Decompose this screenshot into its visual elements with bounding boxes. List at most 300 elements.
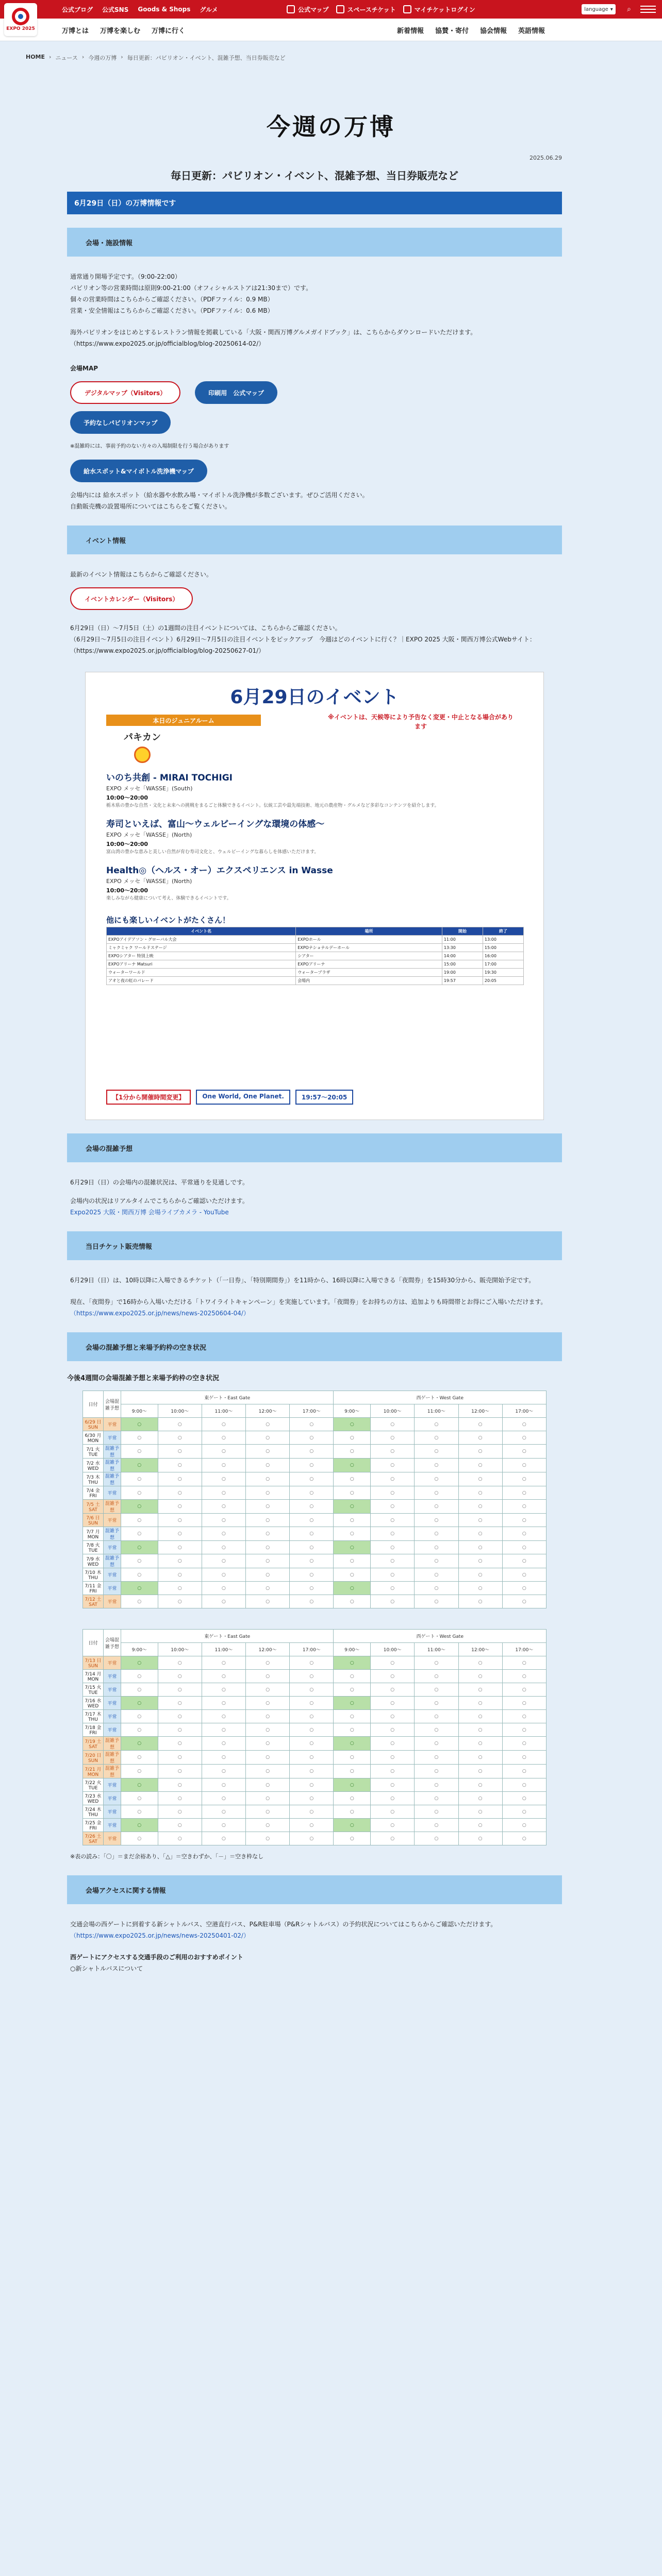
slot-cell[interactable]: ○ <box>121 1541 158 1554</box>
top-link-goods[interactable]: Goods & Shops <box>138 6 191 13</box>
slot-cell[interactable]: ○ <box>158 1819 202 1832</box>
slot-cell[interactable]: ○ <box>415 1486 458 1500</box>
top-link-sns[interactable]: 公式SNS <box>102 6 129 13</box>
slot-cell[interactable]: ○ <box>502 1697 546 1710</box>
slot-cell[interactable]: ○ <box>158 1527 202 1541</box>
slot-cell[interactable]: ○ <box>121 1514 158 1527</box>
slot-cell[interactable]: ○ <box>458 1819 502 1832</box>
slot-cell[interactable]: ○ <box>290 1554 334 1568</box>
slot-cell[interactable]: ○ <box>415 1568 458 1582</box>
slot-cell[interactable]: ○ <box>371 1431 415 1445</box>
slot-cell[interactable]: ○ <box>415 1683 458 1697</box>
slot-cell[interactable]: ○ <box>371 1670 415 1683</box>
slot-cell[interactable]: ○ <box>246 1697 290 1710</box>
slot-cell[interactable]: ○ <box>334 1710 371 1723</box>
slot-cell[interactable]: ○ <box>121 1582 158 1595</box>
slot-cell[interactable]: ○ <box>415 1582 458 1595</box>
slot-cell[interactable]: ○ <box>246 1778 290 1792</box>
slot-cell[interactable]: ○ <box>121 1819 158 1832</box>
slot-cell[interactable]: ○ <box>371 1568 415 1582</box>
slot-cell[interactable]: ○ <box>290 1514 334 1527</box>
slot-cell[interactable]: ○ <box>334 1670 371 1683</box>
slot-cell[interactable]: ○ <box>158 1418 202 1431</box>
slot-cell[interactable]: ○ <box>202 1656 245 1670</box>
slot-cell[interactable]: ○ <box>290 1459 334 1472</box>
slot-cell[interactable]: ○ <box>371 1500 415 1514</box>
slot-cell[interactable]: ○ <box>415 1472 458 1486</box>
slot-cell[interactable]: ○ <box>158 1514 202 1527</box>
slot-cell[interactable]: ○ <box>458 1431 502 1445</box>
slot-cell[interactable]: ○ <box>158 1737 202 1751</box>
slot-cell[interactable]: ○ <box>458 1582 502 1595</box>
slot-cell[interactable]: ○ <box>458 1832 502 1845</box>
slot-cell[interactable]: ○ <box>121 1568 158 1582</box>
slot-cell[interactable]: ○ <box>121 1527 158 1541</box>
slot-cell[interactable]: ○ <box>334 1418 371 1431</box>
slot-cell[interactable]: ○ <box>158 1582 202 1595</box>
slot-cell[interactable]: ○ <box>290 1751 334 1765</box>
slot-cell[interactable]: ○ <box>121 1445 158 1459</box>
slot-cell[interactable]: ○ <box>290 1819 334 1832</box>
slot-cell[interactable]: ○ <box>158 1778 202 1792</box>
slot-cell[interactable]: ○ <box>290 1486 334 1500</box>
slot-cell[interactable]: ○ <box>502 1541 546 1554</box>
digital-map-button[interactable]: デジタルマップ（Visitors） <box>70 381 180 404</box>
breadcrumb-news[interactable]: ニュース <box>55 55 78 61</box>
slot-cell[interactable]: ○ <box>202 1737 245 1751</box>
slot-cell[interactable]: ○ <box>458 1683 502 1697</box>
slot-cell[interactable]: ○ <box>371 1765 415 1778</box>
slot-cell[interactable]: ○ <box>290 1805 334 1819</box>
slot-cell[interactable]: ○ <box>202 1683 245 1697</box>
slot-cell[interactable]: ○ <box>290 1710 334 1723</box>
slot-cell[interactable]: ○ <box>502 1751 546 1765</box>
slot-cell[interactable]: ○ <box>290 1472 334 1486</box>
slot-cell[interactable]: ○ <box>246 1582 290 1595</box>
slot-cell[interactable]: ○ <box>502 1514 546 1527</box>
slot-cell[interactable]: ○ <box>246 1418 290 1431</box>
slot-cell[interactable]: ○ <box>458 1778 502 1792</box>
slot-cell[interactable]: ○ <box>415 1670 458 1683</box>
slot-cell[interactable]: ○ <box>202 1792 245 1805</box>
slot-cell[interactable]: ○ <box>502 1805 546 1819</box>
slot-cell[interactable]: ○ <box>290 1670 334 1683</box>
slot-cell[interactable]: ○ <box>158 1459 202 1472</box>
slot-cell[interactable]: ○ <box>415 1819 458 1832</box>
slot-cell[interactable]: ○ <box>290 1683 334 1697</box>
slot-cell[interactable]: ○ <box>415 1778 458 1792</box>
slot-cell[interactable]: ○ <box>290 1541 334 1554</box>
slot-cell[interactable]: ○ <box>371 1514 415 1527</box>
slot-cell[interactable]: ○ <box>246 1568 290 1582</box>
slot-cell[interactable]: ○ <box>202 1595 245 1608</box>
breadcrumb-home[interactable]: HOME <box>26 54 45 60</box>
slot-cell[interactable]: ○ <box>158 1723 202 1737</box>
slot-cell[interactable]: ○ <box>371 1751 415 1765</box>
slot-cell[interactable]: ○ <box>158 1710 202 1723</box>
slot-cell[interactable]: ○ <box>158 1595 202 1608</box>
slot-cell[interactable]: ○ <box>334 1723 371 1737</box>
slot-cell[interactable]: ○ <box>202 1832 245 1845</box>
slot-cell[interactable]: ○ <box>290 1527 334 1541</box>
slot-cell[interactable]: ○ <box>458 1418 502 1431</box>
slot-cell[interactable]: ○ <box>202 1568 245 1582</box>
slot-cell[interactable]: ○ <box>334 1819 371 1832</box>
slot-cell[interactable]: ○ <box>502 1582 546 1595</box>
event-calendar-button[interactable]: イベントカレンダー（Visitors） <box>70 587 193 610</box>
slot-cell[interactable]: ○ <box>415 1514 458 1527</box>
slot-cell[interactable]: ○ <box>202 1459 245 1472</box>
slot-cell[interactable]: ○ <box>371 1445 415 1459</box>
slot-cell[interactable]: ○ <box>458 1737 502 1751</box>
slot-cell[interactable]: ○ <box>415 1656 458 1670</box>
slot-cell[interactable]: ○ <box>458 1541 502 1554</box>
language-select[interactable]: language ▾ <box>582 4 616 14</box>
slot-cell[interactable]: ○ <box>290 1765 334 1778</box>
slot-cell[interactable]: ○ <box>202 1500 245 1514</box>
slot-cell[interactable]: ○ <box>334 1514 371 1527</box>
slot-cell[interactable]: ○ <box>202 1710 245 1723</box>
slot-cell[interactable]: ○ <box>502 1765 546 1778</box>
slot-cell[interactable]: ○ <box>458 1792 502 1805</box>
slot-cell[interactable]: ○ <box>290 1832 334 1845</box>
slot-cell[interactable]: ○ <box>121 1832 158 1845</box>
slot-cell[interactable]: ○ <box>121 1683 158 1697</box>
slot-cell[interactable]: ○ <box>458 1697 502 1710</box>
slot-cell[interactable]: ○ <box>371 1805 415 1819</box>
slot-cell[interactable]: ○ <box>334 1832 371 1845</box>
slot-cell[interactable]: ○ <box>371 1582 415 1595</box>
slot-cell[interactable]: ○ <box>121 1656 158 1670</box>
slot-cell[interactable]: ○ <box>458 1710 502 1723</box>
slot-cell[interactable]: ○ <box>121 1500 158 1514</box>
slot-cell[interactable]: ○ <box>415 1710 458 1723</box>
slot-cell[interactable]: ○ <box>334 1595 371 1608</box>
slot-cell[interactable]: ○ <box>371 1459 415 1472</box>
search-icon[interactable]: ⌕ <box>627 5 631 13</box>
space-ticket-link[interactable]: スペースチケット <box>336 5 396 14</box>
slot-cell[interactable]: ○ <box>371 1541 415 1554</box>
slot-cell[interactable]: ○ <box>502 1670 546 1683</box>
slot-cell[interactable]: ○ <box>415 1595 458 1608</box>
slot-cell[interactable]: ○ <box>502 1445 546 1459</box>
slot-cell[interactable]: ○ <box>502 1710 546 1723</box>
slot-cell[interactable]: ○ <box>121 1710 158 1723</box>
slot-cell[interactable]: ○ <box>158 1445 202 1459</box>
slot-cell[interactable]: ○ <box>121 1723 158 1737</box>
slot-cell[interactable]: ○ <box>371 1418 415 1431</box>
slot-cell[interactable]: ○ <box>158 1554 202 1568</box>
nav-enjoy[interactable]: 万博を楽しむ <box>100 27 141 35</box>
slot-cell[interactable]: ○ <box>202 1554 245 1568</box>
slot-cell[interactable]: ○ <box>246 1737 290 1751</box>
slot-cell[interactable]: ○ <box>290 1445 334 1459</box>
slot-cell[interactable]: ○ <box>502 1568 546 1582</box>
menu-icon[interactable] <box>640 3 656 15</box>
slot-cell[interactable]: ○ <box>371 1792 415 1805</box>
slot-cell[interactable]: ○ <box>290 1737 334 1751</box>
slot-cell[interactable]: ○ <box>334 1472 371 1486</box>
slot-cell[interactable]: ○ <box>246 1541 290 1554</box>
nav-news[interactable]: 新着情報 <box>397 27 424 35</box>
slot-cell[interactable]: ○ <box>371 1472 415 1486</box>
slot-cell[interactable]: ○ <box>246 1459 290 1472</box>
slot-cell[interactable]: ○ <box>290 1656 334 1670</box>
slot-cell[interactable]: ○ <box>202 1819 245 1832</box>
live-camera-link[interactable]: Expo2025 大阪・関西万博 会場ライブカメラ - YouTube <box>70 1209 229 1216</box>
slot-cell[interactable]: ○ <box>458 1723 502 1737</box>
slot-cell[interactable]: ○ <box>202 1431 245 1445</box>
slot-cell[interactable]: ○ <box>202 1670 245 1683</box>
slot-cell[interactable]: ○ <box>246 1445 290 1459</box>
slot-cell[interactable]: ○ <box>246 1527 290 1541</box>
slot-cell[interactable]: ○ <box>458 1656 502 1670</box>
slot-cell[interactable]: ○ <box>334 1683 371 1697</box>
slot-cell[interactable]: ○ <box>158 1431 202 1445</box>
slot-cell[interactable]: ○ <box>334 1554 371 1568</box>
slot-cell[interactable]: ○ <box>415 1751 458 1765</box>
slot-cell[interactable]: ○ <box>246 1431 290 1445</box>
slot-cell[interactable]: ○ <box>502 1500 546 1514</box>
slot-cell[interactable]: ○ <box>121 1805 158 1819</box>
slot-cell[interactable]: ○ <box>415 1431 458 1445</box>
slot-cell[interactable]: ○ <box>334 1500 371 1514</box>
slot-cell[interactable]: ○ <box>371 1683 415 1697</box>
slot-cell[interactable]: ○ <box>415 1723 458 1737</box>
slot-cell[interactable]: ○ <box>371 1819 415 1832</box>
slot-cell[interactable]: ○ <box>458 1765 502 1778</box>
slot-cell[interactable]: ○ <box>458 1527 502 1541</box>
slot-cell[interactable]: ○ <box>290 1595 334 1608</box>
slot-cell[interactable]: ○ <box>334 1792 371 1805</box>
slot-cell[interactable]: ○ <box>246 1595 290 1608</box>
slot-cell[interactable]: ○ <box>458 1445 502 1459</box>
slot-cell[interactable]: ○ <box>202 1418 245 1431</box>
slot-cell[interactable]: ○ <box>202 1472 245 1486</box>
slot-cell[interactable]: ○ <box>158 1486 202 1500</box>
official-map-link[interactable]: 公式マップ <box>287 5 329 14</box>
slot-cell[interactable]: ○ <box>246 1514 290 1527</box>
slot-cell[interactable]: ○ <box>158 1751 202 1765</box>
slot-cell[interactable]: ○ <box>371 1778 415 1792</box>
slot-cell[interactable]: ○ <box>246 1792 290 1805</box>
nav-association[interactable]: 協会情報 <box>480 27 507 35</box>
slot-cell[interactable]: ○ <box>458 1751 502 1765</box>
slot-cell[interactable]: ○ <box>121 1472 158 1486</box>
slot-cell[interactable]: ○ <box>415 1737 458 1751</box>
nav-english[interactable]: 英語情報 <box>518 27 545 35</box>
slot-cell[interactable]: ○ <box>246 1472 290 1486</box>
slot-cell[interactable]: ○ <box>371 1595 415 1608</box>
slot-cell[interactable]: ○ <box>246 1723 290 1737</box>
slot-cell[interactable]: ○ <box>121 1459 158 1472</box>
breadcrumb-weekly[interactable]: 今週の万博 <box>88 55 117 61</box>
slot-cell[interactable]: ○ <box>202 1697 245 1710</box>
slot-cell[interactable]: ○ <box>415 1418 458 1431</box>
slot-cell[interactable]: ○ <box>334 1737 371 1751</box>
slot-cell[interactable]: ○ <box>290 1697 334 1710</box>
slot-cell[interactable]: ○ <box>502 1595 546 1608</box>
slot-cell[interactable]: ○ <box>246 1670 290 1683</box>
slot-cell[interactable]: ○ <box>158 1541 202 1554</box>
slot-cell[interactable]: ○ <box>415 1832 458 1845</box>
slot-cell[interactable]: ○ <box>371 1486 415 1500</box>
slot-cell[interactable]: ○ <box>371 1697 415 1710</box>
slot-cell[interactable]: ○ <box>371 1723 415 1737</box>
slot-cell[interactable]: ○ <box>202 1778 245 1792</box>
slot-cell[interactable]: ○ <box>458 1486 502 1500</box>
slot-cell[interactable]: ○ <box>202 1541 245 1554</box>
no-reservation-map-button[interactable]: 予約なしパビリオンマップ <box>70 411 171 434</box>
my-ticket-login-link[interactable]: マイチケットログイン <box>403 5 475 14</box>
slot-cell[interactable]: ○ <box>202 1582 245 1595</box>
slot-cell[interactable]: ○ <box>458 1595 502 1608</box>
slot-cell[interactable]: ○ <box>202 1527 245 1541</box>
slot-cell[interactable]: ○ <box>502 1792 546 1805</box>
slot-cell[interactable]: ○ <box>334 1751 371 1765</box>
slot-cell[interactable]: ○ <box>290 1723 334 1737</box>
slot-cell[interactable]: ○ <box>202 1723 245 1737</box>
slot-cell[interactable]: ○ <box>121 1751 158 1765</box>
top-link-gourmet[interactable]: グルメ <box>200 6 218 13</box>
slot-cell[interactable]: ○ <box>334 1431 371 1445</box>
slot-cell[interactable]: ○ <box>246 1554 290 1568</box>
slot-cell[interactable]: ○ <box>334 1541 371 1554</box>
slot-cell[interactable]: ○ <box>334 1568 371 1582</box>
slot-cell[interactable]: ○ <box>202 1486 245 1500</box>
slot-cell[interactable]: ○ <box>415 1527 458 1541</box>
slot-cell[interactable]: ○ <box>458 1459 502 1472</box>
slot-cell[interactable]: ○ <box>371 1710 415 1723</box>
nav-about[interactable]: 万博とは <box>62 27 89 35</box>
slot-cell[interactable]: ○ <box>502 1778 546 1792</box>
slot-cell[interactable]: ○ <box>334 1805 371 1819</box>
slot-cell[interactable]: ○ <box>158 1805 202 1819</box>
slot-cell[interactable]: ○ <box>158 1500 202 1514</box>
slot-cell[interactable]: ○ <box>246 1656 290 1670</box>
slot-cell[interactable]: ○ <box>334 1445 371 1459</box>
slot-cell[interactable]: ○ <box>334 1765 371 1778</box>
slot-cell[interactable]: ○ <box>371 1554 415 1568</box>
slot-cell[interactable]: ○ <box>158 1765 202 1778</box>
slot-cell[interactable]: ○ <box>334 1459 371 1472</box>
slot-cell[interactable]: ○ <box>290 1582 334 1595</box>
slot-cell[interactable]: ○ <box>290 1778 334 1792</box>
slot-cell[interactable]: ○ <box>246 1832 290 1845</box>
slot-cell[interactable]: ○ <box>246 1683 290 1697</box>
slot-cell[interactable]: ○ <box>290 1792 334 1805</box>
slot-cell[interactable]: ○ <box>458 1500 502 1514</box>
slot-cell[interactable]: ○ <box>371 1656 415 1670</box>
slot-cell[interactable]: ○ <box>121 1670 158 1683</box>
slot-cell[interactable]: ○ <box>415 1765 458 1778</box>
slot-cell[interactable]: ○ <box>202 1765 245 1778</box>
slot-cell[interactable]: ○ <box>371 1832 415 1845</box>
slot-cell[interactable]: ○ <box>246 1710 290 1723</box>
slot-cell[interactable]: ○ <box>415 1500 458 1514</box>
slot-cell[interactable]: ○ <box>458 1805 502 1819</box>
slot-cell[interactable]: ○ <box>334 1486 371 1500</box>
slot-cell[interactable]: ○ <box>458 1568 502 1582</box>
slot-cell[interactable]: ○ <box>290 1431 334 1445</box>
slot-cell[interactable]: ○ <box>502 1554 546 1568</box>
nav-sponsor[interactable]: 協賛・寄付 <box>435 27 469 35</box>
slot-cell[interactable]: ○ <box>121 1778 158 1792</box>
slot-cell[interactable]: ○ <box>246 1765 290 1778</box>
expo-logo[interactable]: EXPO 2025 <box>4 3 37 36</box>
slot-cell[interactable]: ○ <box>121 1431 158 1445</box>
slot-cell[interactable]: ○ <box>415 1697 458 1710</box>
slot-cell[interactable]: ○ <box>415 1445 458 1459</box>
water-spot-map-button[interactable]: 給水スポット&マイボトル洗浄機マップ <box>70 460 207 482</box>
print-map-button[interactable]: 印刷用 公式マップ <box>195 381 277 404</box>
slot-cell[interactable]: ○ <box>415 1541 458 1554</box>
slot-cell[interactable]: ○ <box>246 1751 290 1765</box>
slot-cell[interactable]: ○ <box>334 1778 371 1792</box>
slot-cell[interactable]: ○ <box>502 1832 546 1845</box>
slot-cell[interactable]: ○ <box>334 1582 371 1595</box>
slot-cell[interactable]: ○ <box>121 1737 158 1751</box>
slot-cell[interactable]: ○ <box>502 1656 546 1670</box>
slot-cell[interactable]: ○ <box>502 1527 546 1541</box>
slot-cell[interactable]: ○ <box>202 1445 245 1459</box>
slot-cell[interactable]: ○ <box>502 1472 546 1486</box>
slot-cell[interactable]: ○ <box>502 1683 546 1697</box>
slot-cell[interactable]: ○ <box>502 1418 546 1431</box>
slot-cell[interactable]: ○ <box>158 1568 202 1582</box>
slot-cell[interactable]: ○ <box>502 1819 546 1832</box>
slot-cell[interactable]: ○ <box>290 1568 334 1582</box>
slot-cell[interactable]: ○ <box>121 1554 158 1568</box>
slot-cell[interactable]: ○ <box>502 1737 546 1751</box>
slot-cell[interactable]: ○ <box>334 1656 371 1670</box>
slot-cell[interactable]: ○ <box>415 1459 458 1472</box>
slot-cell[interactable]: ○ <box>246 1805 290 1819</box>
slot-cell[interactable]: ○ <box>121 1792 158 1805</box>
slot-cell[interactable]: ○ <box>458 1472 502 1486</box>
slot-cell[interactable]: ○ <box>202 1751 245 1765</box>
slot-cell[interactable]: ○ <box>121 1765 158 1778</box>
slot-cell[interactable]: ○ <box>458 1554 502 1568</box>
slot-cell[interactable]: ○ <box>290 1500 334 1514</box>
top-link-blog[interactable]: 公式ブログ <box>62 6 93 13</box>
slot-cell[interactable]: ○ <box>121 1486 158 1500</box>
slot-cell[interactable]: ○ <box>246 1486 290 1500</box>
nav-visit[interactable]: 万博に行く <box>152 27 186 35</box>
slot-cell[interactable]: ○ <box>121 1418 158 1431</box>
slot-cell[interactable]: ○ <box>334 1697 371 1710</box>
slot-cell[interactable]: ○ <box>121 1595 158 1608</box>
slot-cell[interactable]: ○ <box>458 1514 502 1527</box>
slot-cell[interactable]: ○ <box>158 1670 202 1683</box>
slot-cell[interactable]: ○ <box>458 1670 502 1683</box>
slot-cell[interactable]: ○ <box>158 1472 202 1486</box>
slot-cell[interactable]: ○ <box>158 1792 202 1805</box>
slot-cell[interactable]: ○ <box>415 1805 458 1819</box>
slot-cell[interactable]: ○ <box>334 1527 371 1541</box>
slot-cell[interactable]: ○ <box>415 1554 458 1568</box>
slot-cell[interactable]: ○ <box>158 1832 202 1845</box>
slot-cell[interactable]: ○ <box>502 1486 546 1500</box>
slot-cell[interactable]: ○ <box>202 1805 245 1819</box>
slot-cell[interactable]: ○ <box>371 1737 415 1751</box>
slot-cell[interactable]: ○ <box>121 1697 158 1710</box>
slot-cell[interactable]: ○ <box>246 1500 290 1514</box>
slot-cell[interactable]: ○ <box>502 1459 546 1472</box>
slot-cell[interactable]: ○ <box>502 1723 546 1737</box>
slot-cell[interactable]: ○ <box>158 1656 202 1670</box>
slot-cell[interactable]: ○ <box>371 1527 415 1541</box>
